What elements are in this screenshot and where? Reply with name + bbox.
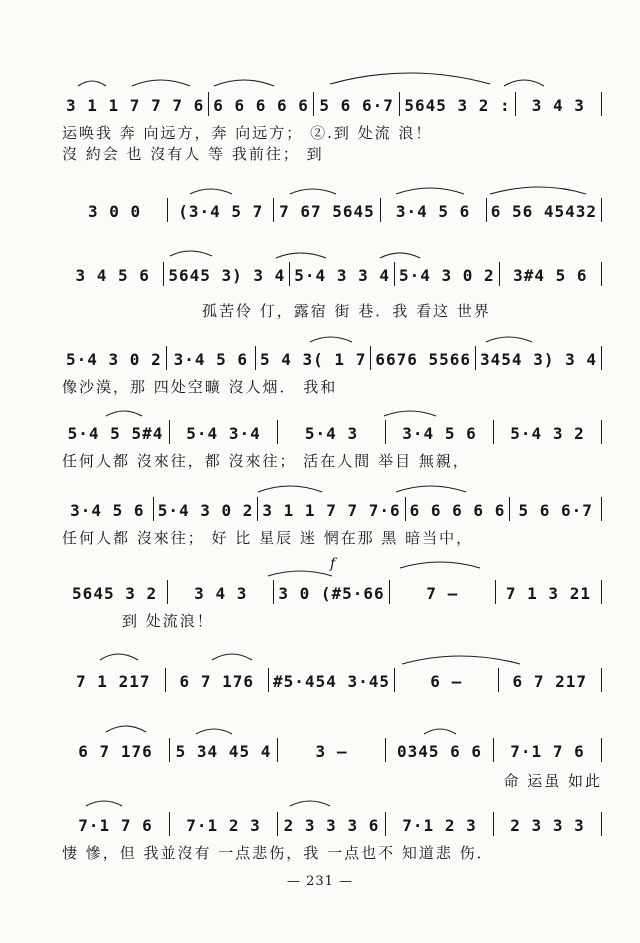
lyric-line: 沒 約会 也 沒有人 等 我前往； 到	[62, 145, 324, 163]
measure: 3 4 3	[167, 580, 273, 604]
measure: 3·4 5 6	[380, 198, 486, 222]
lyric-line: 运唤我 奔 向远方，奔 向远方； ②.到 处流 浪！	[62, 124, 433, 142]
measure: 3 0 0	[88, 202, 142, 221]
lyric-line: 孤苦伶 仃，露宿 街 巷．我 看这 世界	[202, 302, 491, 320]
measure: 2 3 3 3 6	[277, 812, 385, 836]
notation-line	[62, 668, 602, 692]
notation-line	[62, 812, 602, 836]
slur-mark	[380, 253, 420, 258]
slur-mark	[258, 486, 322, 492]
slur-mark	[396, 188, 464, 194]
measure: 5·4 5 5#4	[67, 424, 164, 443]
lyric-line: 悽 慘，但 我並沒有 一点悲伤，我 一点也不 知道悲 伤．	[62, 844, 494, 862]
measure: 3 4 5 6	[75, 266, 150, 285]
measure: 6676 5566	[370, 346, 475, 370]
measure: 7 1 217	[76, 672, 151, 691]
lyric-line: 到 处流浪！	[122, 612, 214, 630]
slur-mark	[276, 253, 326, 258]
measure: 3 –	[277, 738, 385, 762]
measure: 7 –	[389, 580, 495, 604]
slur-mark	[290, 189, 336, 194]
measure: 3#4 5 6	[499, 262, 602, 286]
slur-mark	[290, 801, 330, 806]
measure: 6 –	[394, 668, 498, 692]
slur-mark	[190, 189, 232, 194]
measure: 3 4 3	[515, 92, 602, 116]
measure: 7·1 7 6	[493, 738, 602, 762]
lyric-line: 任何人都 沒來往，都 沒來往； 活在人間 举目 無親，	[62, 452, 470, 470]
measure: 7·1 2 3	[169, 812, 277, 836]
measure: 5·4 3 0 2	[153, 497, 258, 521]
slur-mark	[384, 411, 436, 416]
slur-mark	[396, 486, 466, 492]
notation-line	[62, 346, 602, 370]
slur-mark	[214, 80, 274, 86]
measure: 5·4 3 3 4	[289, 262, 394, 286]
notation-line	[62, 497, 602, 521]
measure: 5·4 3 2	[493, 420, 602, 444]
measure: 3·4 5 6	[70, 501, 145, 520]
notation-line	[62, 738, 602, 762]
page-number: — 231 —	[286, 874, 354, 889]
measure: 6 56 45432	[486, 198, 602, 222]
slur-mark	[106, 411, 142, 416]
measure: 3 1 1 7 7 7 6	[66, 96, 205, 115]
measure: 6 7 217	[498, 668, 603, 692]
dynamic-marking: f	[330, 556, 336, 572]
measure: 3 1 1 7 7 7·6	[257, 497, 404, 521]
slur-mark	[106, 726, 146, 732]
lyric-line: 任何人都 沒來往； 好 比 星辰 迷 惘在那 黑 暗当中，	[62, 529, 474, 547]
slur-mark	[490, 187, 586, 194]
slur-mark	[310, 337, 352, 342]
measure: 5 4 3( 1 7	[255, 346, 370, 370]
measure: 5645 3) 3 4	[163, 262, 289, 286]
measure: 7 1 3 21	[495, 580, 602, 604]
measure: 3·4 5 6	[166, 346, 255, 370]
measure: 5 34 45 4	[169, 738, 277, 762]
slur-mark	[86, 801, 122, 806]
measure: 5645 3 2	[72, 584, 158, 603]
measure: 5 6 6·7	[313, 92, 399, 116]
measure: 3454 3) 3 4	[475, 346, 602, 370]
slur-mark	[78, 81, 106, 86]
slur-mark	[402, 656, 520, 664]
measure: 6 7 176	[165, 668, 269, 692]
slur-mark	[400, 562, 480, 568]
measure: (3·4 5 7	[167, 198, 273, 222]
measure: 5645 3 2 :	[399, 92, 514, 116]
measure: 2 3 3 3	[493, 812, 602, 836]
measure: 6 7 176	[78, 742, 153, 761]
slur-mark	[100, 654, 138, 660]
measure: 3 0 (#5·66	[273, 580, 388, 604]
measure: 7·1 7 6	[78, 816, 153, 835]
slur-mark	[268, 571, 332, 576]
measure: 5·4 3	[277, 420, 385, 444]
measure: 7·1 2 3	[385, 812, 493, 836]
measure: 5 6 6·7	[509, 497, 602, 521]
measure: 5·4 3 0 2	[66, 350, 162, 369]
slur-mark	[170, 251, 212, 256]
measure: 5·4 3·4	[169, 420, 277, 444]
lyric-line: 像沙漠，那 四处空曠 沒人烟． 我和	[62, 378, 338, 396]
lyric-line: 命 运虽 如此	[503, 772, 602, 790]
measure: 5·4 3 0 2	[394, 262, 499, 286]
slur-mark	[196, 729, 232, 734]
notation-line	[62, 262, 602, 286]
notation-line	[62, 580, 602, 604]
measure: 3·4 5 6	[385, 420, 493, 444]
slur-mark	[132, 80, 190, 86]
slur-mark	[212, 654, 252, 660]
notation-line	[62, 420, 602, 444]
measure: 0345 6 6	[385, 738, 493, 762]
measure: #5·454 3·45	[268, 668, 394, 692]
notation-line	[62, 198, 602, 222]
measure: 6 6 6 6 6	[208, 92, 313, 116]
slur-mark	[424, 729, 456, 734]
notation-line	[62, 92, 602, 116]
slur-mark	[504, 80, 544, 86]
slur-mark	[330, 73, 490, 84]
slur-mark	[486, 337, 532, 342]
measure: 7 67 5645	[273, 198, 379, 222]
measure: 6 6 6 6 6	[405, 497, 510, 521]
